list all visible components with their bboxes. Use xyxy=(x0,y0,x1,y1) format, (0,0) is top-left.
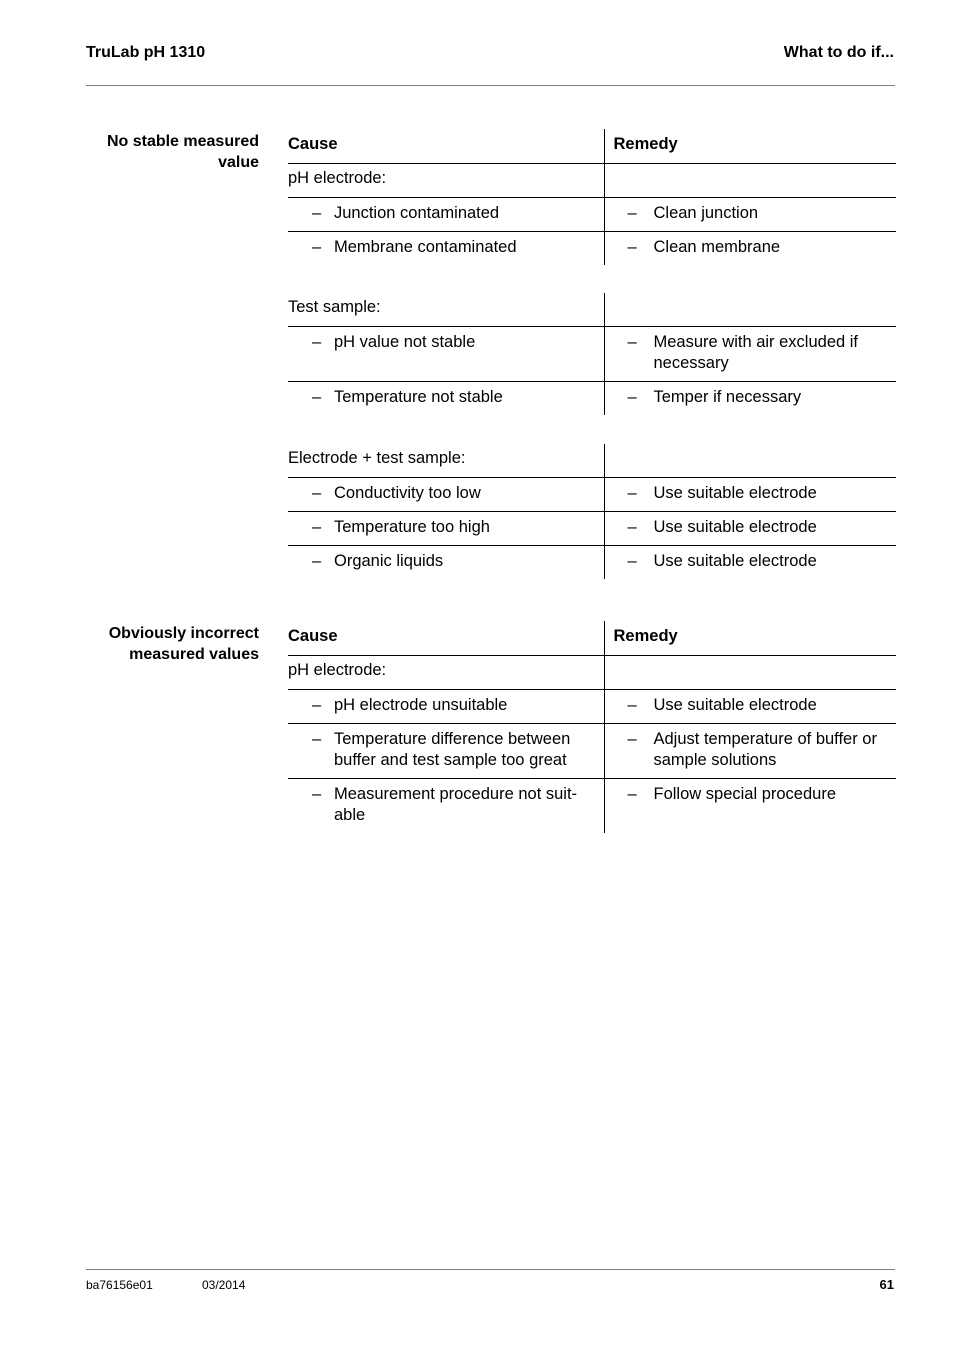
category-label: Electrode + test sample: xyxy=(288,444,604,478)
table-row: – Temperature not stable – Temper if necessary xyxy=(288,382,896,416)
chapter-title: What to do if... xyxy=(783,44,894,61)
footer-divider xyxy=(86,1269,895,1270)
table-row: – pH electrode unsuitable – Use suitable electrode xyxy=(288,690,896,724)
page-number: 61 xyxy=(879,1277,894,1292)
table-row: – Membrane contaminated – Clean membrane xyxy=(288,232,896,266)
table-row: – Temperature difference between buffer and test sample too great – Adjust temperature of buffer or sample solutions xyxy=(288,724,896,779)
troubleshoot-table-2 xyxy=(288,621,896,833)
col-header-remedy: Remedy xyxy=(604,621,896,656)
table-row: – Temperature too high – Use suitable electrode xyxy=(288,512,896,546)
category-label: Test sample: xyxy=(288,293,604,327)
table-row: – Conductivity too low – Use suitable electrode xyxy=(288,478,896,512)
document-id: ba76156e01 xyxy=(86,1278,153,1292)
product-title: TruLab pH 1310 xyxy=(86,44,206,61)
troubleshoot-table-1c xyxy=(288,444,896,579)
col-header-cause: Cause xyxy=(288,129,604,164)
table-row: – Measurement procedure not suit-able – Follow special procedure xyxy=(288,779,896,834)
section-title-no-stable: No stable measured value xyxy=(106,133,259,171)
section-title-incorrect-values: Obviously incorrect measured values xyxy=(108,625,259,663)
col-header-remedy: Remedy xyxy=(604,129,896,164)
header-divider xyxy=(86,85,895,86)
category-label: pH electrode: xyxy=(288,656,604,690)
table-row: – Junction contaminated – Clean junction xyxy=(288,198,896,232)
troubleshoot-table-1b xyxy=(288,293,896,415)
document-date: 03/2014 xyxy=(202,1278,246,1292)
table-row: – Organic liquids – Use suitable electrode xyxy=(288,546,896,580)
category-label: pH electrode: xyxy=(288,164,604,198)
col-header-cause: Cause xyxy=(288,621,604,656)
table-row: – pH value not stable – Measure with air excluded if necessary xyxy=(288,327,896,382)
troubleshoot-table-1a xyxy=(288,129,896,265)
